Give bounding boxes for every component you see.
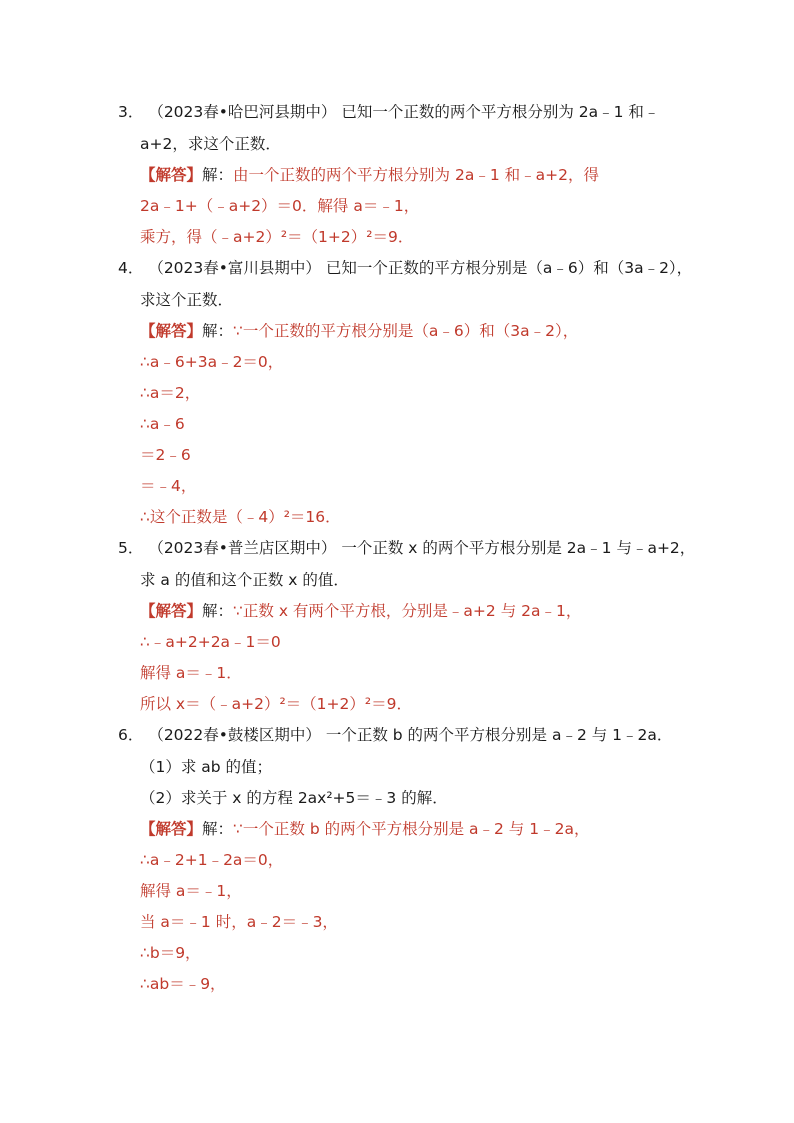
solution-line: 当 a＝﹣1 时，a﹣2＝﹣3， bbox=[140, 913, 338, 931]
solution-line: ∴b＝9， bbox=[140, 944, 201, 962]
problem-3-question-line1 bbox=[118, 102, 659, 122]
solution-line: 所以 x＝（﹣a+2）²＝（1+2）²＝9． bbox=[140, 695, 412, 713]
problem-4-question-line1 bbox=[118, 258, 692, 278]
problem-4-answer-line bbox=[140, 321, 578, 341]
solution-line: 由一个正数的两个平方根分别为 2a﹣1 和﹣a+2，得 bbox=[233, 166, 599, 184]
solution-line: ∴a﹣6+3a﹣2＝0， bbox=[140, 353, 284, 371]
solution-line: ∴a﹣6 bbox=[140, 415, 185, 433]
problem-5-question-line1 bbox=[118, 538, 695, 558]
problem-number: 3． bbox=[118, 103, 144, 121]
problem-text: 一个正数 x 的两个平方根分别是 2a﹣1 与﹣a+2， bbox=[341, 539, 696, 557]
problem-6-subquestion-1: （1）求 ab 的值； bbox=[140, 758, 273, 776]
answer-prefix: 解： bbox=[202, 602, 234, 620]
problem-5-answer-line bbox=[140, 601, 581, 621]
problem-4-question-line2: 求这个正数． bbox=[140, 291, 234, 309]
solution-line: ∵一个正数的平方根分别是（a﹣6）和（3a﹣2）， bbox=[233, 322, 579, 340]
solution-line: 2a﹣1+（﹣a+2）＝0．解得 a＝﹣1， bbox=[140, 197, 420, 215]
answer-prefix: 解： bbox=[202, 166, 234, 184]
problem-6-subquestion-2: （2）求关于 x 的方程 2ax²+5＝﹣3 的解． bbox=[140, 789, 448, 807]
problem-text: 一个正数 b 的两个平方根分别是 a﹣2 与 1﹣2a． bbox=[325, 726, 673, 744]
solution-line: ∴a＝2， bbox=[140, 384, 201, 402]
answer-tag: 【解答】 bbox=[140, 166, 203, 184]
answer-tag: 【解答】 bbox=[140, 602, 203, 620]
solution-line: ∵正数 x 有两个平方根，分别是﹣a+2 与 2a﹣1， bbox=[233, 602, 582, 620]
solution-line: ＝﹣4， bbox=[140, 477, 197, 495]
solution-line: 解得 a＝﹣1． bbox=[140, 664, 242, 682]
answer-prefix: 解： bbox=[202, 322, 234, 340]
solution-line: ＝2﹣6 bbox=[140, 446, 191, 464]
solution-line: ∴这个正数是（﹣4）²＝16． bbox=[140, 508, 341, 526]
solution-line: ∴ab＝﹣9， bbox=[140, 975, 226, 993]
solution-line: ∴a﹣2+1﹣2a＝0， bbox=[140, 851, 284, 869]
answer-prefix: 解： bbox=[202, 820, 234, 838]
problem-5-question-line2: 求 a 的值和这个正数 x 的值． bbox=[140, 571, 349, 589]
problem-6-question-line1 bbox=[118, 725, 672, 745]
problem-text: 已知一个正数的平方根分别是（a﹣6）和（3a﹣2）， bbox=[325, 259, 693, 277]
problem-6-answer-line bbox=[140, 819, 589, 839]
problem-3-answer-line bbox=[140, 165, 599, 185]
problem-source: （2023春•普兰店区期中） bbox=[148, 539, 337, 557]
problem-number: 4． bbox=[118, 259, 144, 277]
problem-source: （2023春•哈巴河县期中） bbox=[148, 103, 337, 121]
solution-line: 乘方，得（﹣a+2）²＝（1+2）²＝9． bbox=[140, 228, 414, 246]
problem-source: （2023春•富川县期中） bbox=[148, 259, 321, 277]
problem-3-question-line2: a+2，求这个正数． bbox=[140, 135, 281, 153]
answer-tag: 【解答】 bbox=[140, 820, 203, 838]
solution-line: ∴﹣a+2+2a﹣1＝0 bbox=[140, 633, 281, 651]
solution-line: 解得 a＝﹣1， bbox=[140, 882, 242, 900]
problem-source: （2022春•鼓楼区期中） bbox=[148, 726, 321, 744]
problem-text: 已知一个正数的两个平方根分别为 2a﹣1 和﹣ bbox=[341, 103, 660, 121]
problem-number: 6． bbox=[118, 726, 144, 744]
solution-line: ∵一个正数 b 的两个平方根分别是 a﹣2 与 1﹣2a， bbox=[233, 820, 590, 838]
answer-tag: 【解答】 bbox=[140, 322, 203, 340]
problem-number: 5． bbox=[118, 539, 144, 557]
